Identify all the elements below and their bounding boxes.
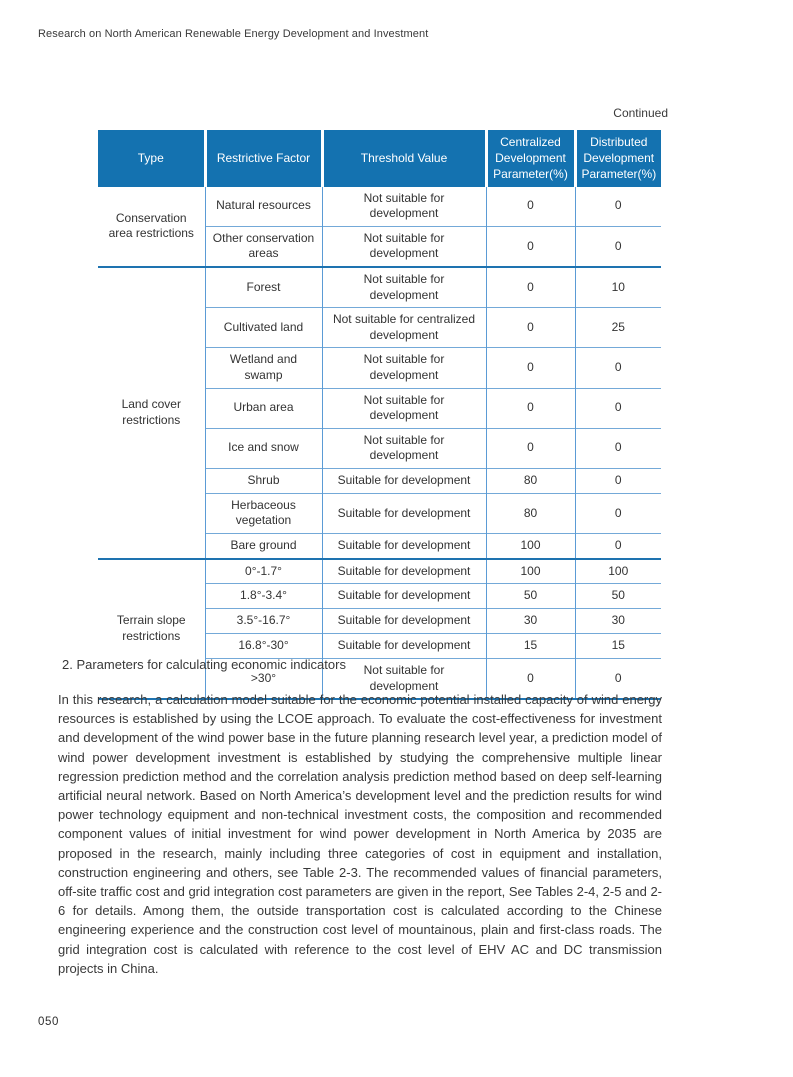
table-row xyxy=(98,187,661,227)
centralized-parameter-cell: 0 xyxy=(486,428,575,468)
threshold-cell: Suitable for development xyxy=(322,609,486,634)
factor-cell: >30° xyxy=(205,659,322,700)
centralized-parameter-cell: 0 xyxy=(486,348,575,388)
threshold-cell: Not suitable for centralized development xyxy=(322,308,486,348)
threshold-cell: Not suitable for development xyxy=(322,388,486,428)
threshold-cell: Not suitable for development xyxy=(322,428,486,468)
table-row xyxy=(98,267,661,308)
distributed-parameter-cell: 0 xyxy=(575,468,661,493)
restrictions-table xyxy=(98,130,661,700)
factor-cell: Wetland and swamp xyxy=(205,348,322,388)
col-header-centralized-parameter: Centralized Development Parameter(%) xyxy=(486,130,575,187)
factor-cell: Forest xyxy=(205,267,322,308)
col-header-type: Type xyxy=(98,130,205,187)
centralized-parameter-cell: 80 xyxy=(486,493,575,533)
distributed-parameter-cell: 0 xyxy=(575,428,661,468)
centralized-parameter-cell: 0 xyxy=(486,659,575,700)
factor-cell: 0°-1.7° xyxy=(205,559,322,584)
threshold-cell: Suitable for development xyxy=(322,534,486,559)
distributed-parameter-cell: 50 xyxy=(575,584,661,609)
distributed-parameter-cell: 0 xyxy=(575,388,661,428)
threshold-cell: Suitable for development xyxy=(322,634,486,659)
threshold-cell: Not suitable for development xyxy=(322,659,486,700)
factor-cell: 1.8°-3.4° xyxy=(205,584,322,609)
distributed-parameter-cell: 30 xyxy=(575,609,661,634)
type-cell: Conservation area restrictions xyxy=(98,187,205,267)
centralized-parameter-cell: 0 xyxy=(486,308,575,348)
centralized-parameter-cell: 100 xyxy=(486,559,575,584)
section-heading: 2. Parameters for calculating economic indicators xyxy=(62,657,346,672)
threshold-cell: Suitable for development xyxy=(322,559,486,584)
threshold-cell: Not suitable for development xyxy=(322,187,486,227)
distributed-parameter-cell: 0 xyxy=(575,493,661,533)
factor-cell: Bare ground xyxy=(205,534,322,559)
distributed-parameter-cell: 15 xyxy=(575,634,661,659)
distributed-parameter-cell: 0 xyxy=(575,659,661,700)
table-header-row xyxy=(98,130,661,187)
col-header-threshold-value: Threshold Value xyxy=(322,130,486,187)
threshold-cell: Not suitable for development xyxy=(322,267,486,308)
page-number: 050 xyxy=(38,1016,59,1028)
factor-cell: Natural resources xyxy=(205,187,322,227)
factor-cell: Other conservation areas xyxy=(205,226,322,267)
centralized-parameter-cell: 100 xyxy=(486,534,575,559)
threshold-cell: Not suitable for development xyxy=(322,226,486,267)
distributed-parameter-cell: 100 xyxy=(575,559,661,584)
col-header-distributed-parameter: Distributed Development Parameter(%) xyxy=(575,130,661,187)
type-cell: Land cover restrictions xyxy=(98,267,205,559)
table-row xyxy=(98,559,661,584)
table-header xyxy=(98,130,661,187)
restrictions-table-container xyxy=(98,130,661,700)
distributed-parameter-cell: 25 xyxy=(575,308,661,348)
threshold-cell: Suitable for development xyxy=(322,584,486,609)
centralized-parameter-cell: 0 xyxy=(486,226,575,267)
running-head: Research on North American Renewable Energy Development and Investment xyxy=(38,28,429,40)
factor-cell: Herbaceous vegetation xyxy=(205,493,322,533)
centralized-parameter-cell: 30 xyxy=(486,609,575,634)
factor-cell: Urban area xyxy=(205,388,322,428)
factor-cell: Ice and snow xyxy=(205,428,322,468)
col-header-restrictive-factor: Restrictive Factor xyxy=(205,130,322,187)
distributed-parameter-cell: 0 xyxy=(575,348,661,388)
threshold-cell: Not suitable for development xyxy=(322,348,486,388)
centralized-parameter-cell: 15 xyxy=(486,634,575,659)
distributed-parameter-cell: 0 xyxy=(575,534,661,559)
centralized-parameter-cell: 0 xyxy=(486,187,575,227)
centralized-parameter-cell: 0 xyxy=(486,267,575,308)
distributed-parameter-cell: 10 xyxy=(575,267,661,308)
factor-cell: Cultivated land xyxy=(205,308,322,348)
centralized-parameter-cell: 0 xyxy=(486,388,575,428)
centralized-parameter-cell: 50 xyxy=(486,584,575,609)
distributed-parameter-cell: 0 xyxy=(575,187,661,227)
threshold-cell: Suitable for development xyxy=(322,468,486,493)
factor-cell: 16.8°-30° xyxy=(205,634,322,659)
factor-cell: 3.5°-16.7° xyxy=(205,609,322,634)
body-paragraph: In this research, a calculation model suitable for the economic potential installed capacity of wind energy resources is established by using the LCOE approach. To evaluate the cost-effectiveness for investment and development of the wind power base in the future planning research level year, a prediction model of wind power development investment is established by studying the comprehensive multiple linear regression prediction method and the correlation analysis prediction method based on deep self-learning artificial neural network. Based on North America’s development level and the prediction results for wind power technology equipment and non-technical investment costs, the composition and recommended component values of initial investment for wind power development in North America by 2035 are proposed in the research, mainly including three categories of cost in equipment and installation, construction engineering and others, see Table 2-3. The recommended values of financial parameters, off-site traffic cost and grid integration cost parameters are given in the report, See Tables 2-4, 2-5 and 2-6 for details. Among them, the outside transportation cost is calculated according to the Chinese engineering experience and the construction cost level of mountainous, plain and first-class roads. The grid integration cost is calculated with reference to the cost level of EHV AC and DC transmission projects in China. xyxy=(58,692,662,976)
type-cell: Terrain slope restrictions xyxy=(98,559,205,700)
factor-cell: Shrub xyxy=(205,468,322,493)
distributed-parameter-cell: 0 xyxy=(575,226,661,267)
centralized-parameter-cell: 80 xyxy=(486,468,575,493)
threshold-cell: Suitable for development xyxy=(322,493,486,533)
table-body xyxy=(98,187,661,700)
continued-label: Continued xyxy=(613,106,668,120)
